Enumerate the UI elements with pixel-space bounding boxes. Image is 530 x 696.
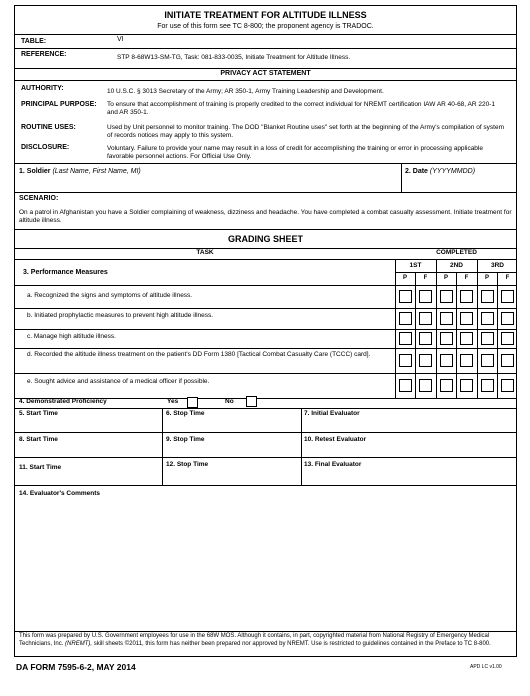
form-subtitle: For use of this form see TC 8-800; the proponent agency is TRADOC. <box>157 23 374 30</box>
measure-a-p1-checkbox[interactable] <box>399 290 412 303</box>
measure-e-p1-checkbox[interactable] <box>399 379 412 392</box>
proficiency-yes-label: Yes <box>167 398 179 405</box>
measure-e-f3-checkbox[interactable] <box>501 379 514 392</box>
reference-label: REFERENCE: <box>21 51 67 58</box>
proficiency-yes-checkbox[interactable] <box>187 397 198 408</box>
measure-a: a. Recognized the signs and symptoms of altitude illness. <box>27 292 193 299</box>
start-time-3[interactable]: 11. Start Time <box>19 464 62 471</box>
retest-evaluator[interactable]: 10. Retest Evaluator <box>304 436 367 443</box>
pf-p2: P <box>443 275 448 281</box>
table-label: TABLE: <box>21 38 47 45</box>
measure-b-p3-checkbox[interactable] <box>481 312 494 325</box>
measure-d-f3-checkbox[interactable] <box>501 354 514 367</box>
attempt-3rd: 3RD <box>490 262 504 269</box>
measure-d-f2-checkbox[interactable] <box>460 354 473 367</box>
measure-d-p1-checkbox[interactable] <box>399 354 412 367</box>
evaluator-comments[interactable]: 14. Evaluator's Comments <box>19 490 101 497</box>
measure-a-f2-checkbox[interactable] <box>460 290 473 303</box>
attempt-2nd: 2ND <box>449 262 463 269</box>
measure-d-f1-checkbox[interactable] <box>419 354 432 367</box>
stop-time-3[interactable]: 12. Stop Time <box>166 461 209 468</box>
measure-e-f2-checkbox[interactable] <box>460 379 473 392</box>
measure-c-f1-checkbox[interactable] <box>419 332 432 345</box>
table-value: VI <box>117 36 124 43</box>
disclosure-text: Voluntary. Failure to provide your name may result in a loss of credit for accomplishing the training or error in processing applicable favorable personnel actions. For Official Use Only. <box>107 145 483 160</box>
authority-text: 10 U.S.C. § 3013 Secretary of the Army; AR 350-1, Army Training Leadership and Development. <box>107 88 384 95</box>
proficiency-label: 4. Demonstrated Proficiency <box>19 398 107 405</box>
pf-p3: P <box>484 275 489 281</box>
performance-label: 3. Performance Measures <box>23 269 108 276</box>
measure-d-p2-checkbox[interactable] <box>440 354 453 367</box>
date-field[interactable]: 2. Date (YYYYMMDD) <box>405 168 476 175</box>
measure-c: c. Manage high altitude illness. <box>27 333 116 340</box>
purpose-text: To ensure that accomplishment of training is properly credited to the correct individual for NREMT certification IAW AR 40-68, AR 220-1 and AR 350-1. <box>107 101 496 116</box>
authority-label: AUTHORITY: <box>21 85 64 92</box>
privacy-heading: PRIVACY ACT STATEMENT <box>220 70 311 77</box>
footer-note: This form was prepared by U.S. Government employees for use in the 68W MOS. Although it contains, in part, copyrighted material from National Registry of Emergency Medical Technicians, Inc. (NREMT), skill sheets ©2011, this form has neither been prepared nor approved by NREMT. Use is restricted to guidelines contained in the Preface to TC 8-800. <box>19 633 491 647</box>
measure-e: e. Sought advice and assistance of a medical officer if possible. <box>27 378 210 385</box>
pf-f3: F <box>505 275 510 281</box>
measure-b-f1-checkbox[interactable] <box>419 312 432 325</box>
measure-b: b. Initiated prophylactic measures to prevent high altitude illness. <box>27 312 214 319</box>
measure-c-p3-checkbox[interactable] <box>481 332 494 345</box>
measure-b-f2-checkbox[interactable] <box>460 312 473 325</box>
scenario-label: SCENARIO: <box>19 195 59 202</box>
reference-value: STP 8-68W13-SM-TG, Task: 081-833-0035, Initiate Treatment for Altitude Illness. <box>117 54 351 61</box>
measure-b-f3-checkbox[interactable] <box>501 312 514 325</box>
measure-b-p1-checkbox[interactable] <box>399 312 412 325</box>
scenario-text: On a patrol in Afghanistan you have a Soldier complaining of weakness, dizziness and headache. You have completed a combat casualty assessment. Initiate treatment for altitude illness. <box>19 209 512 224</box>
soldier-field[interactable]: 1. Soldier (Last Name, First Name, MI) <box>19 168 141 175</box>
form-id: DA FORM 7595-6-2, MAY 2014 <box>16 662 136 672</box>
measure-d: d. Recorded the altitude illness treatment on the patient's DD Form 1380 [Tactical Combat Casualty Care (TCCC) card]. <box>27 351 371 358</box>
routine-label: ROUTINE USES: <box>21 124 76 131</box>
proficiency-no-checkbox[interactable] <box>246 396 257 407</box>
measure-c-f2-checkbox[interactable] <box>460 332 473 345</box>
completed-header: COMPLETED <box>436 249 477 256</box>
start-time-1[interactable]: 5. Start Time <box>19 410 58 417</box>
measure-a-f1-checkbox[interactable] <box>419 290 432 303</box>
pf-f1: F <box>423 275 428 281</box>
grading-title: GRADING SHEET <box>227 234 303 244</box>
da-form-7595 <box>14 5 517 657</box>
purpose-label: PRINCIPAL PURPOSE: <box>21 101 97 108</box>
disclosure-label: DISCLOSURE: <box>21 144 70 151</box>
measure-e-p2-checkbox[interactable] <box>440 379 453 392</box>
measure-a-f3-checkbox[interactable] <box>501 290 514 303</box>
measure-b-p2-checkbox[interactable] <box>440 312 453 325</box>
final-evaluator[interactable]: 13. Final Evaluator <box>304 461 362 468</box>
stop-time-2[interactable]: 9. Stop Time <box>166 436 205 443</box>
measure-e-f1-checkbox[interactable] <box>419 379 432 392</box>
task-header: TASK <box>196 249 214 256</box>
measure-d-p3-checkbox[interactable] <box>481 354 494 367</box>
routine-text: Used by Unit personnel to monitor training. The DOD "Blanket Routine uses" set forth at the beginning of the Army's compilation of system of records notices may apply to this system. <box>107 124 505 139</box>
initial-evaluator[interactable]: 7. Initial Evaluator <box>304 410 360 417</box>
form-version: APD LC v1.00 <box>470 664 502 670</box>
form-title: INITIATE TREATMENT FOR ALTITUDE ILLNESS <box>164 10 367 20</box>
attempt-1st: 1ST <box>409 262 422 269</box>
proficiency-no-label: No <box>225 398 234 405</box>
pf-p1: P <box>402 275 407 281</box>
measure-a-p3-checkbox[interactable] <box>481 290 494 303</box>
measure-c-f3-checkbox[interactable] <box>501 332 514 345</box>
pf-f2: F <box>464 275 469 281</box>
measure-c-p1-checkbox[interactable] <box>399 332 412 345</box>
measure-a-p2-checkbox[interactable] <box>440 290 453 303</box>
stop-time-1[interactable]: 6. Stop Time <box>166 410 205 417</box>
start-time-2[interactable]: 8. Start Time <box>19 436 58 443</box>
measure-c-p2-checkbox[interactable] <box>440 332 453 345</box>
measure-e-p3-checkbox[interactable] <box>481 379 494 392</box>
